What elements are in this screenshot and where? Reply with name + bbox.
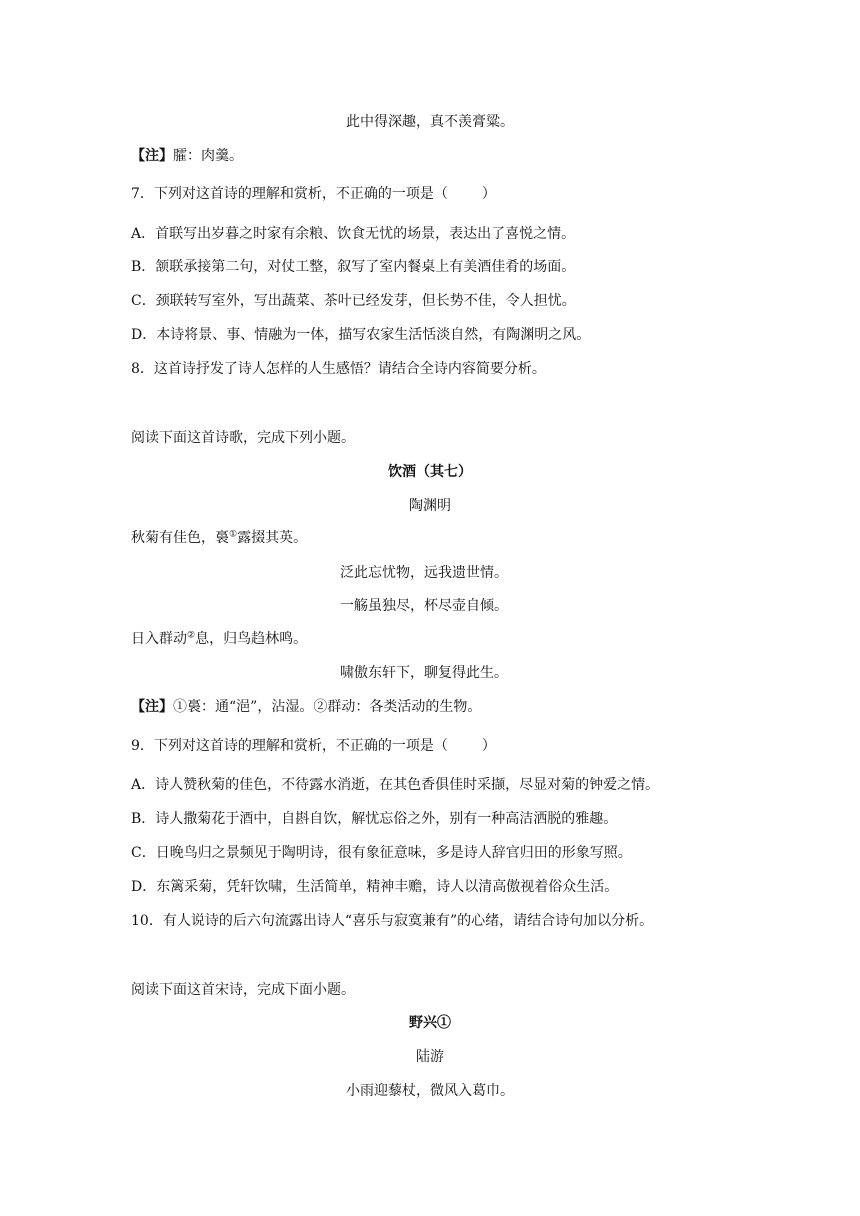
poem-author-3: 陆游 xyxy=(416,1049,444,1065)
reading-intro-2: 阅读下面这首诗歌，完成下列小题。 xyxy=(131,430,355,446)
note-prefix: 【注】 xyxy=(131,148,173,164)
q9-option-c: C．日晚鸟归之景频见于陶明诗，很有象征意味，多是诗人辞官归田的形象写照。 xyxy=(131,845,632,861)
question-8: 8．这首诗抒发了诗人怎样的人生感悟？请结合全诗内容简要分析。 xyxy=(131,361,546,377)
note-2 xyxy=(131,697,481,717)
question-10: 10．有人说诗的后六句流露出诗人“喜乐与寂寞兼有”的心绪，请结合诗句加以分析。 xyxy=(131,913,654,929)
question-7 xyxy=(131,184,496,204)
poem-last-line: 此中得深趣，真不羡膏粱。 xyxy=(346,114,514,130)
note-1 xyxy=(131,146,243,166)
poem-line-1: 秋菊有佳色，裛①露掇其英。 xyxy=(131,529,308,546)
poem-first-line-3: 小雨迎藜杖，微风入葛巾。 xyxy=(346,1083,514,1099)
note-text: 臛：肉羹。 xyxy=(173,148,243,164)
q9-option-d: D．东篱采菊，凭轩饮啸，生活简单，精神丰赡，诗人以清高傲视着俗众生活。 xyxy=(131,879,619,895)
q7-option-b: B．颔联承接第二句，对仗工整，叙写了室内餐桌上有美酒佳肴的场面。 xyxy=(131,259,576,275)
question-9-close: ） xyxy=(481,738,496,754)
poem-title-3: 野兴① xyxy=(409,1015,451,1031)
question-7-stem: 7．下列对这首诗的理解和赏析，不正确的一项是（ xyxy=(131,186,448,202)
q9-option-b: B．诗人撒菊花于酒中，自斟自饮，解忧忘俗之外，别有一种高洁洒脱的雅趣。 xyxy=(131,811,618,827)
footnote-marker-1: ① xyxy=(229,529,238,540)
q7-option-c: C．颈联转写室外，写出蔬菜、茶叶已经发芽，但长势不佳，令人担忧。 xyxy=(131,293,576,309)
poem-line-3: 一觞虽独尽，杯尽壶自倾。 xyxy=(340,598,508,614)
poem-title-2: 饮酒（其七） xyxy=(388,464,472,480)
question-9-stem: 9．下列对这首诗的理解和赏析，不正确的一项是（ xyxy=(131,738,448,754)
note-text: ①裛：通“浥”，沾湿。②群动：各类活动的生物。 xyxy=(173,699,482,715)
footnote-marker-2: ② xyxy=(187,630,196,641)
reading-intro-3: 阅读下面这首宋诗，完成下面小题。 xyxy=(131,982,355,998)
poem-line-2: 泛此忘忧物，远我遗世情。 xyxy=(340,565,508,581)
q7-option-d: D．本诗将景、事、情融为一体，描写农家生活恬淡自然，有陶渊明之风。 xyxy=(131,327,591,343)
question-7-close: ） xyxy=(481,186,496,202)
poem-line-5: 啸傲东轩下，聊复得此生。 xyxy=(340,665,508,681)
question-9 xyxy=(131,736,496,756)
q9-option-a: A．诗人赞秋菊的佳色，不待露水消逝，在其色香俱佳时采撷，尽显对菊的钟爱之情。 xyxy=(131,777,660,793)
note-prefix: 【注】 xyxy=(131,699,173,715)
poem-line-4: 日入群动②息，归鸟趋林鸣。 xyxy=(131,630,308,647)
poem-author-2: 陶渊明 xyxy=(409,498,451,514)
q7-option-a: A．首联写出岁暮之时家有余粮、饮食无忧的场景，表达出了喜悦之情。 xyxy=(131,226,576,242)
